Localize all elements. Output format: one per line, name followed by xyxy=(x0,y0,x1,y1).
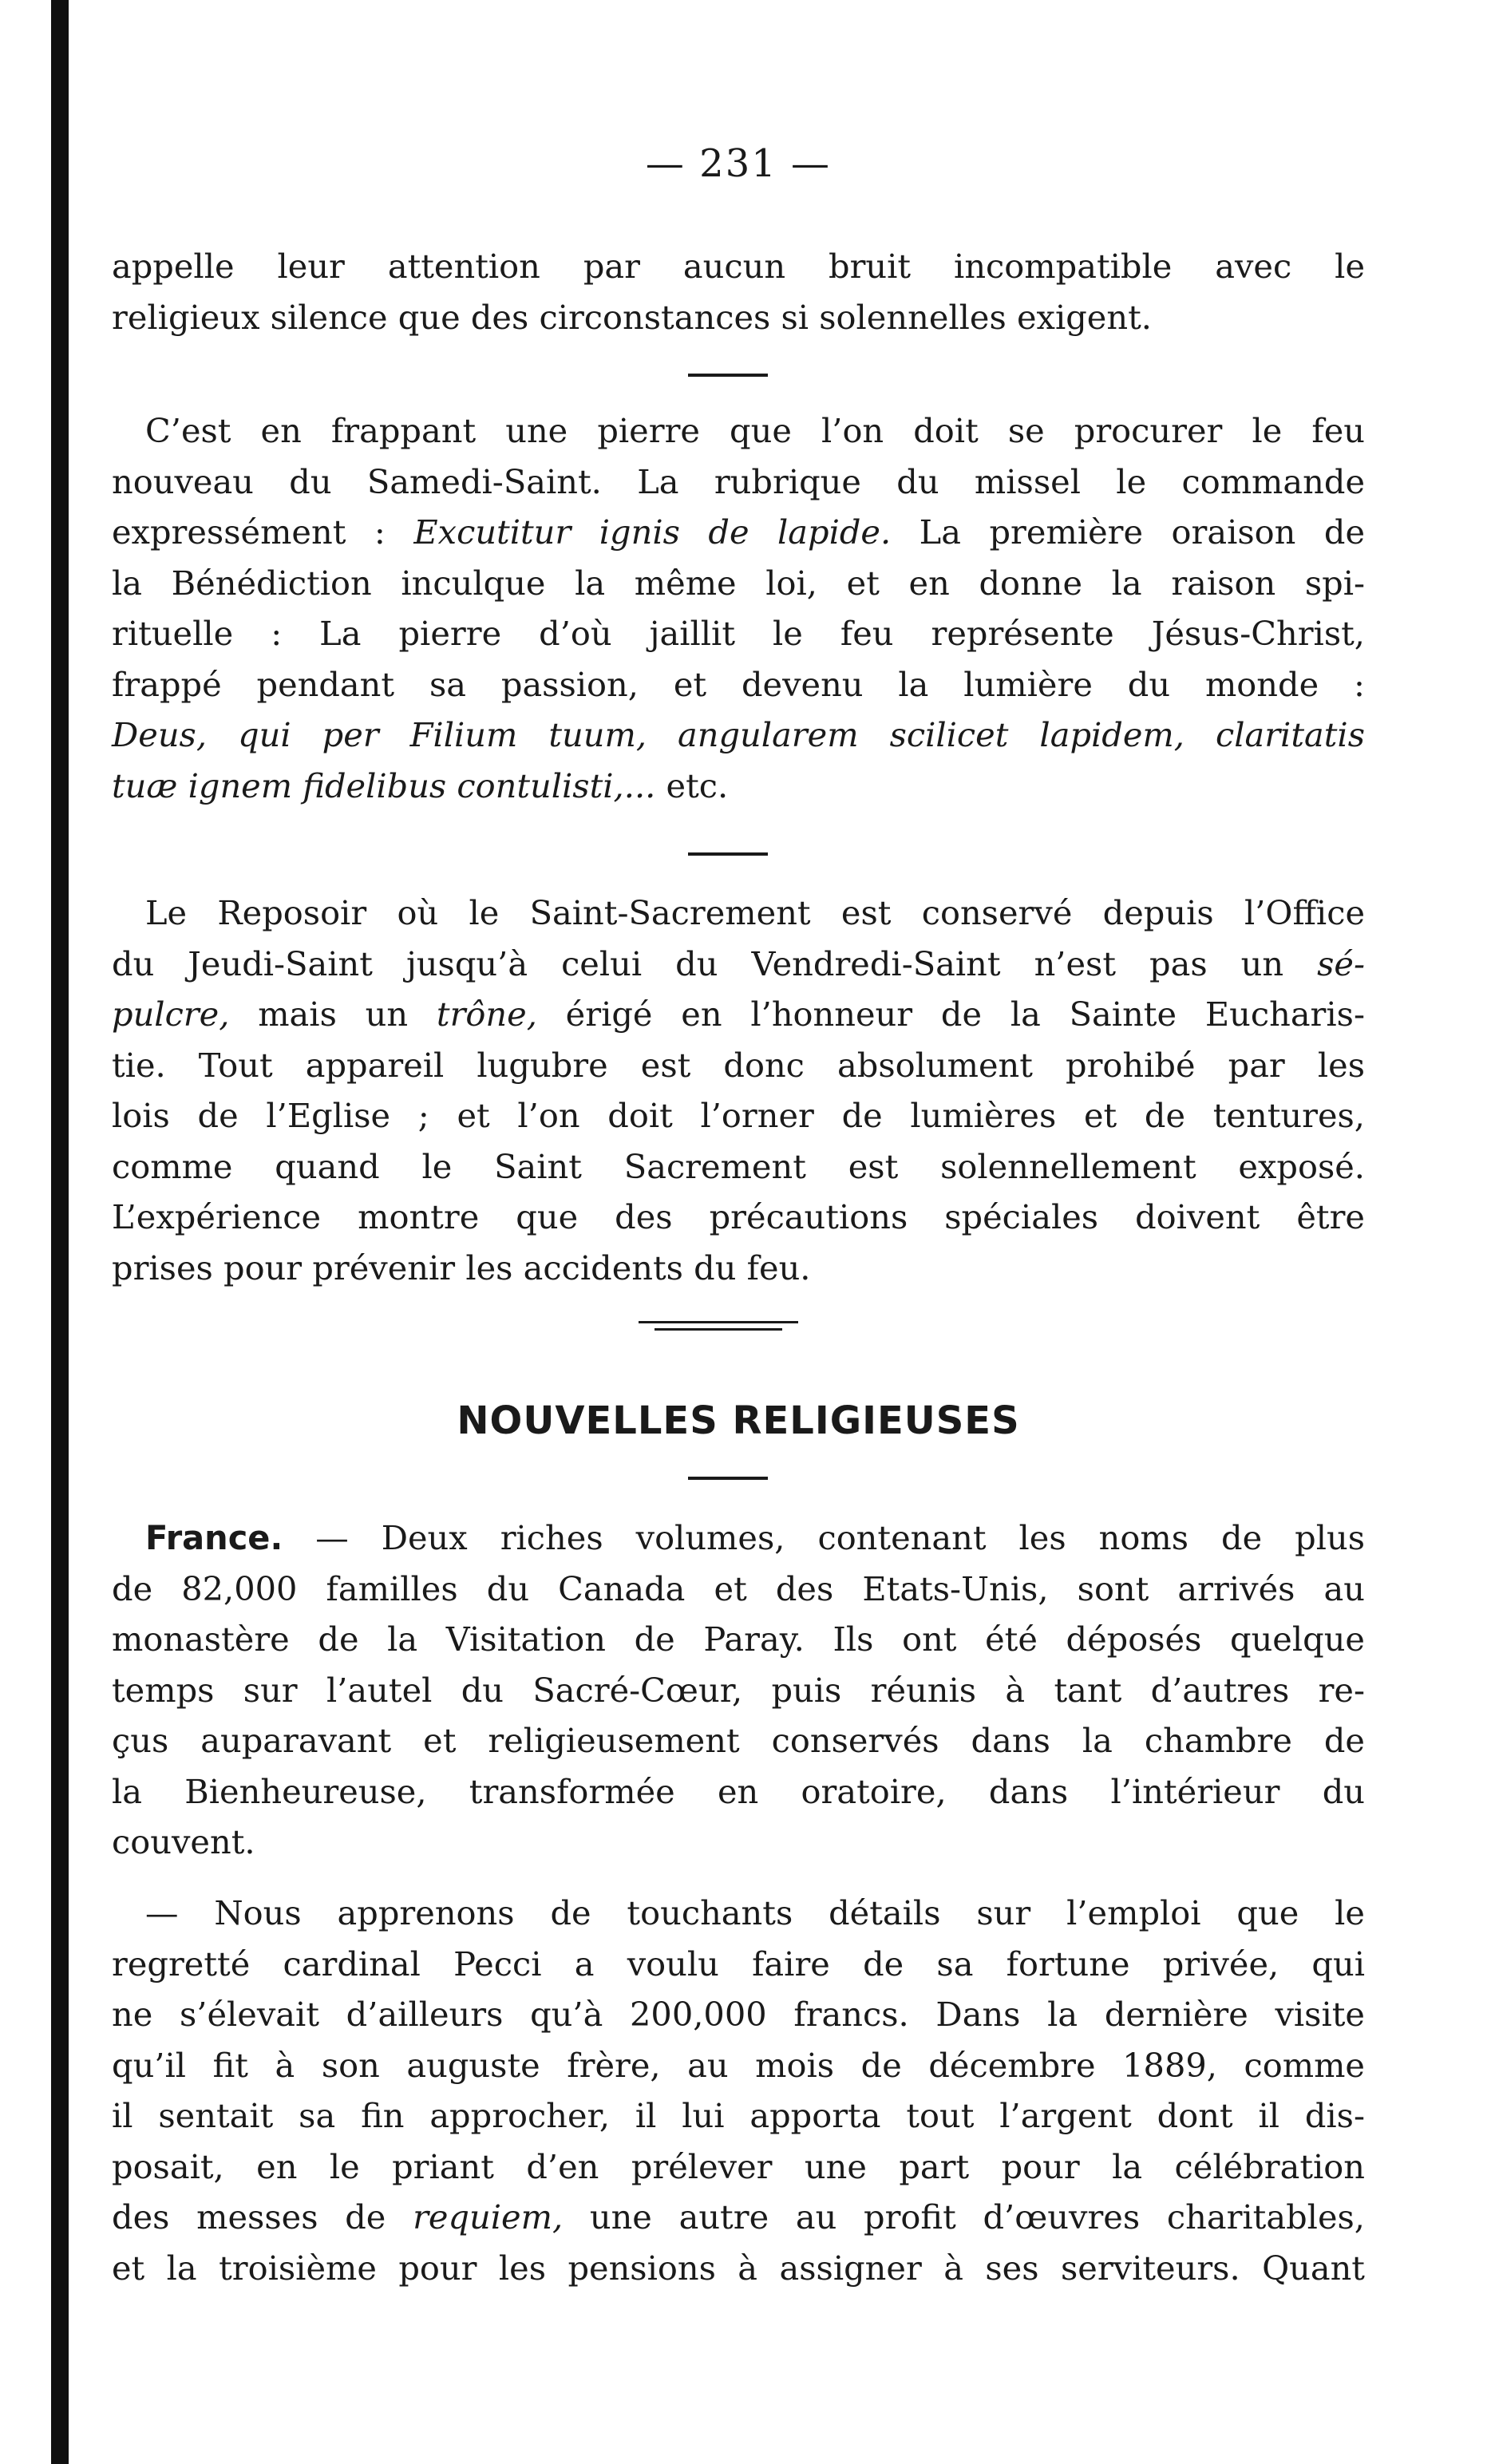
text-line: ne s’élevait d’ailleurs qu’à 200,000 francs. Dans la dernière visite xyxy=(112,1995,1365,2034)
text-line: tie. Tout appareil lugubre est donc absolument prohibé par les xyxy=(112,1045,1365,1085)
text-line: la Bénédiction inculque la même loi, et en donne la raison spi- xyxy=(112,563,1365,603)
text-line: — Nous apprenons de touchants détails sur l’emploi que le xyxy=(145,1893,1365,1932)
text-line: Le Reposoir où le Saint-Sacrement est conservé depuis l’Office xyxy=(145,893,1365,932)
text-line: frappé pendant sa passion, et devenu la lumière du monde : xyxy=(112,664,1365,704)
paragraph-feu-nouveau xyxy=(112,405,1365,811)
text-line: monastère de la Visitation de Paray. Ils ont été déposés quelque xyxy=(112,1620,1365,1659)
text-line: Deus, qui per Filium tuum, angularem scilicet lapidem, claritatis xyxy=(112,715,1365,754)
text-line: posait, en le priant d’en prélever une part pour la célébration xyxy=(112,2146,1365,2186)
text-line: il sentait sa fin approcher, il lui apporta tout l’argent dont il dis- xyxy=(112,2096,1365,2135)
text-line: L’expérience montre que des précautions spéciales doivent être xyxy=(112,1197,1365,1236)
text-line: pulcre, mais un trône, érigé en l’honneur de la Sainte Eucharis- xyxy=(112,995,1365,1034)
text-line: temps sur l’autel du Sacré-Cœur, puis réunis à tant d’autres re- xyxy=(112,1670,1365,1710)
text-line: nouveau du Samedi-Saint. La rubrique du missel le commande xyxy=(112,461,1365,501)
text-line: la Bienheureuse, transformée en oratoire, dans l’intérieur du xyxy=(112,1771,1365,1811)
text-line: C’est en frappant une pierre que l’on doit se procurer le feu xyxy=(145,411,1365,450)
paragraph-cardinal-pecci xyxy=(112,1888,1365,2293)
text-line: couvent. xyxy=(112,1822,255,1861)
text-line: lois de l’Eglise ; et l’on doit l’orner de lumières et de tentures, xyxy=(112,1096,1365,1135)
paragraph-reposoir xyxy=(112,888,1365,1293)
text-line: çus auparavant et religieusement conservés dans la chambre de xyxy=(112,1721,1365,1760)
section-divider-double-bottom xyxy=(655,1328,782,1331)
text-line: expressément : Excutitur ignis de lapide. La première oraison de xyxy=(112,512,1366,552)
text-line: religieux silence que des circonstances si solennelles exigent. xyxy=(112,297,1152,337)
text-line: appelle leur attention par aucun bruit incompatible avec le xyxy=(112,247,1365,286)
page-number: — 231 — xyxy=(645,141,832,186)
text-line: des messes de requiem, une autre au profit d’œuvres charitables, xyxy=(112,2197,1365,2237)
paragraph-continuation xyxy=(112,241,1365,342)
text-line: qu’il fit à son auguste frère, au mois de décembre 1889, comme xyxy=(112,2045,1365,2085)
text-line: de 82,000 familles du Canada et des Etats-Unis, sont arrivés au xyxy=(112,1568,1365,1608)
text-line: prises pour prévenir les accidents du feu. xyxy=(112,1248,811,1287)
section-divider xyxy=(688,374,768,377)
text-line: regretté cardinal Pecci a voulu faire de sa fortune privée, qui xyxy=(112,1944,1365,1983)
text-line: comme quand le Saint Sacrement est solennellement exposé. xyxy=(112,1146,1365,1186)
section-divider xyxy=(688,852,768,856)
page-binding-edge xyxy=(51,0,69,2464)
text-line: rituelle : La pierre d’où jaillit le feu représente Jésus-Christ, xyxy=(112,614,1365,653)
section-heading: NOUVELLES RELIGIEUSES xyxy=(457,1398,1020,1443)
section-divider xyxy=(688,1477,768,1480)
paragraph-france xyxy=(112,1513,1365,1868)
book-page xyxy=(112,0,1365,2464)
text-line: France. — Deux riches volumes, contenant les noms de plus xyxy=(145,1518,1365,1557)
text-line: et la troisième pour les pensions à assigner à ses serviteurs. Quant xyxy=(112,2248,1365,2288)
text-line: tuæ ignem fidelibus contulisti,... etc. xyxy=(112,765,729,805)
news-lead-label: France. xyxy=(145,1518,283,1557)
text-line: du Jeudi-Saint jusqu’à celui du Vendredi-Saint n’est pas un sé- xyxy=(112,943,1365,983)
section-divider-double-top xyxy=(639,1321,798,1323)
